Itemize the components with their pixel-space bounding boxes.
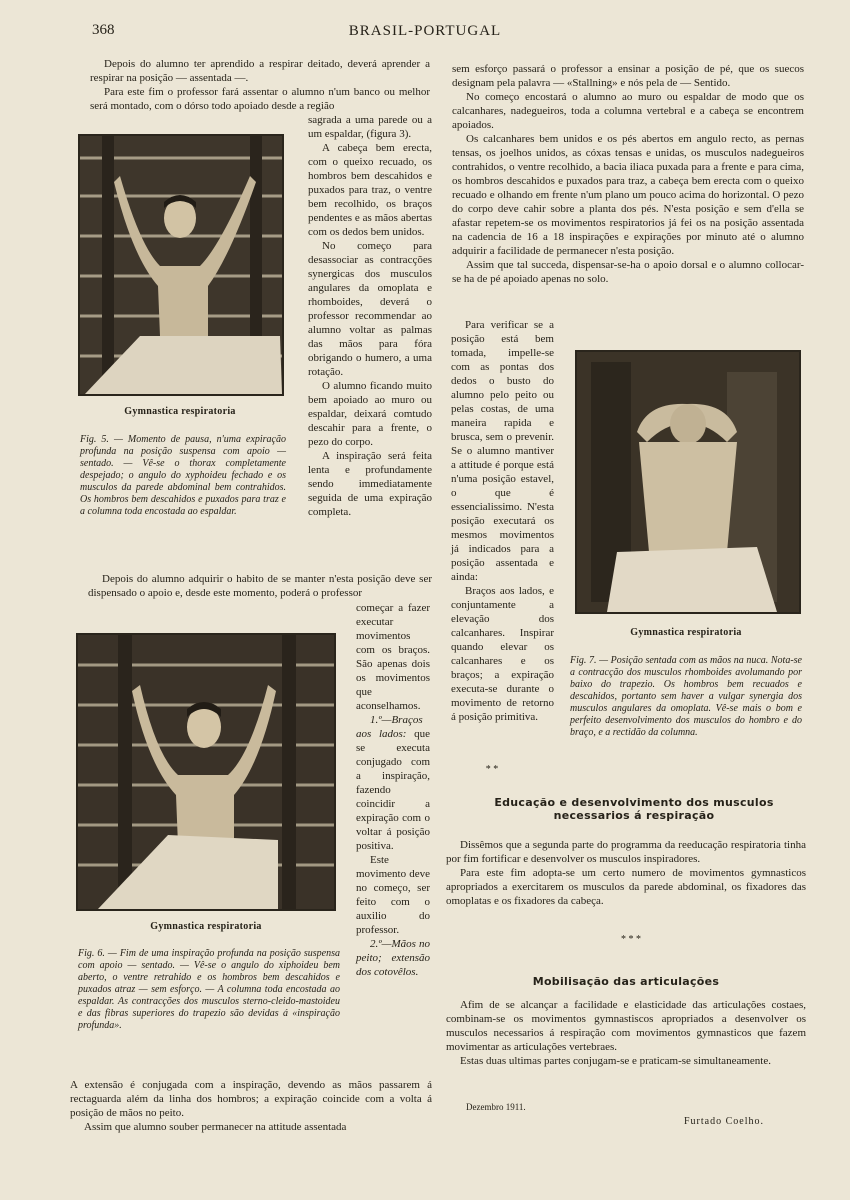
separator-stars: * *: [485, 764, 499, 775]
article-author: Furtado Coelho.: [684, 1116, 764, 1127]
left-text-intro: [90, 57, 430, 113]
figure-7-photo: [575, 350, 801, 614]
paragraph: Estas duas ultimas partes conjugam-se e praticam-se simultaneamente.: [460, 1055, 771, 1067]
section-heading-education: Educação e desenvolvimento dos musculos necessarios á respiração: [494, 796, 774, 822]
paragraph: A extensão é conjugada com a inspiração, devendo as mãos passarem á rectaguarda além da linha dos hombros; a expiração coincide com a volta á posição de mãos no peito.: [70, 1079, 432, 1119]
right-text-narrow: [451, 318, 554, 724]
paragraph: Braços aos lados, e conjuntamente a elevação dos calcanhares. Inspirar quando elevar os calcanhares e os braços; a expiração executa-se durante o movimento de retorno á posição primitiva.: [451, 585, 554, 723]
running-header: BRASIL-PORTUGAL: [348, 23, 502, 39]
left-text-narrow: [308, 113, 432, 519]
paragraph: Para este fim adopta-se um certo numero de movimentos gymnasticos apropriados a exercitarem os musculos da parede abdominal, os fixadores das omoplatas e os fixadores da cabeça.: [446, 867, 806, 907]
section-heading-mobilisation: Mobilisação das articulações: [532, 975, 720, 988]
paragraph: No começo para desassociar as contracções synergicas dos musculos angulares da omoplata e rhomboides, deverá o professor recommendar ao alumno voltar as palmas das mãos para fóra obrigando o humero, a uma rotação.: [308, 240, 432, 378]
left-text-middle: [88, 572, 432, 600]
figure-7-caption: Gymnastica respiratoria: [630, 627, 742, 638]
paragraph-text: que se executa conjugado com a inspiração, fazendo coincidir a expiração com o voltar á posição positiva.: [356, 728, 431, 852]
paragraph: Assim que tal succeda, dispensar-se-ha o apoio dorsal e o alumno collocar-se ha de pé apoiado apenas no solo.: [452, 259, 804, 285]
right-text-section1: [446, 838, 806, 908]
figure-6-photo: [76, 633, 336, 911]
paragraph: Os calcanhares bem unidos e os pés abertos em angulo recto, as pernas tensas, os joelhos unidos, as cóxas tensas e unidas, os musculos nadegueiros contrahidos, o ventre recolhido, a bacia iliaca puxada para a frente e para cima, os hombros descahidos e puxados para traz, a cabeça bem erecta com o queixo recuado e olhando em frente n'um plano um pouco acima do horizontal. O pezo do corpo deve cahir sobre a planta dos pés. N'esta posição e sem d'ella se afastar repetem-se os movimentos respiratorios já fei os na posição assentada na cadencia de 16 a 18 inspirações e expirações por minuto até o alumno adquirir a facilidade de permanecer n'esta posição.: [452, 133, 804, 257]
paragraph: começar a fazer executar movimentos com os braços. São apenas dois os movimentos que aconselhamos.: [356, 602, 430, 712]
paragraph: No começo encostará o alumno ao muro ou espaldar de modo que os calcanhares, nadegueiros, toda a columna vertebral e a cabeça se encontrem apoiados.: [452, 91, 804, 131]
figure-5-legend: Fig. 5. — Momento de pausa, n'uma expiração profunda na posição suspensa com apoio — sentado. — Vê-se o thorax completamente despejado; o angulo do xyphoideu fechado e os musculos da parede abdominal bem contrahidos. Os hombros bem descahidos e puxados para traz e a columna toda encostada ao espaldar.: [80, 434, 286, 517]
movement-heading: 2.º—Mãos no peito; extensão dos cotovêlos.: [356, 938, 430, 978]
left-text-narrow-2: [356, 601, 430, 979]
figure-6-caption: Gymnastica respiratoria: [150, 921, 262, 932]
right-text-top: [452, 62, 804, 286]
figure-5-caption: Gymnastica respiratoria: [124, 406, 236, 417]
paragraph: Depois do alumno adquirir o habito de se manter n'esta posição deve ser dispensado o apoio e, desde este momento, poderá o professor: [88, 573, 432, 599]
paragraph: Depois do alumno ter aprendido a respirar deitado, deverá aprender a respirar na posição — assentada —.: [90, 58, 430, 84]
figure-7-legend: Fig. 7. — Posição sentada com as mãos na nuca. Nota-se a contracção dos musculos rhomboides avolumando por baixo do trapezio. Os hombros bem recuados e descahidos, portanto sem haver a vulgar synergia dos musculos angulares da omoplata. Vê-se mais o bom e perfeito desenvolvimento dos musculos do hombro e do braço, e a rectidão da columna.: [570, 655, 802, 738]
movement-heading: 1.º—Braços aos lados:: [356, 714, 423, 740]
paragraph: Para verificar se a posição está bem tomada, impelle-se com as pontas dos dedos o busto do alumno pelo peito ou pelas costas, de uma maneira rapida e brusca, sem o prevenir. Se o alumno mantiver a attitude é porque está n'uma posição estavel, o que é essencialissimo. N'esta posição executará os mesmos movimentos já indicados para a posição assentada e ainda:: [451, 319, 554, 583]
figure-5-photo: [78, 134, 284, 396]
paragraph: Para este fim o professor fará assentar o alumno n'um banco ou melhor será montado, com o dórso todo apoiado desde a região: [90, 86, 430, 112]
paragraph: A inspiração será feita lenta e profundamente sendo immediatamente seguida de uma expiração completa.: [308, 450, 432, 518]
figure-6-legend: Fig. 6. — Fim de uma inspiração profunda na posição suspensa com apoio — sentado. — Vê-se o angulo do xiphoideu bem aberto, o ventre retrahido e os hombros bem descahidos e puxados atraz — sem esforço. — A columna toda encostada ao espaldar. As contracções dos musculos sterno-cleido-mastoideu e das fibras superiores do trapezio são devidas á «inspiração profunda».: [78, 948, 340, 1031]
article-date: Dezembro 1911.: [466, 1102, 526, 1112]
paragraph: Assim que alumno souber permanecer na attitude assentada: [84, 1121, 347, 1133]
paragraph: Dissêmos que a segunda parte do programma da reeducação respiratoria tinha por fim fortificar e desenvolver os musculos inspiradores.: [446, 839, 806, 865]
paragraph: Este movimento deve no começo, ser feito com o auxilio do professor.: [356, 854, 430, 936]
paragraph: O alumno ficando muito bem apoiado ao muro ou espaldar, deixará comtudo descahir para a frente, o pezo do corpo.: [308, 380, 432, 448]
paragraph: A cabeça bem erecta, com o queixo recuado, os hombros bem descahidos e puxados para traz, o ventre bem recolhido, os braços pendentes e as mãos abertas com os dedos bem unidos.: [308, 142, 432, 238]
paragraph: sem esforço passará o professor a ensinar a posição de pé, que os suecos designam pela palavra — «Stallning» e nós pela de — Sentido.: [452, 63, 804, 89]
paragraph: sagrada a uma parede ou a um espaldar, (figura 3).: [308, 114, 432, 140]
right-text-section2: [446, 998, 806, 1068]
separator-stars: * * *: [621, 934, 641, 945]
page-number: 368: [92, 22, 115, 38]
left-text-bottom: [70, 1078, 432, 1134]
paragraph: Afim de se alcançar a facilidade e elasticidade das articulações costaes, combinam-se os movimentos gymnastiscos apropriados a desenvolver os musculos necessarios á respiração com movimentos gymnasticos que fazem movimentar as articulações vertebraes.: [446, 999, 806, 1053]
